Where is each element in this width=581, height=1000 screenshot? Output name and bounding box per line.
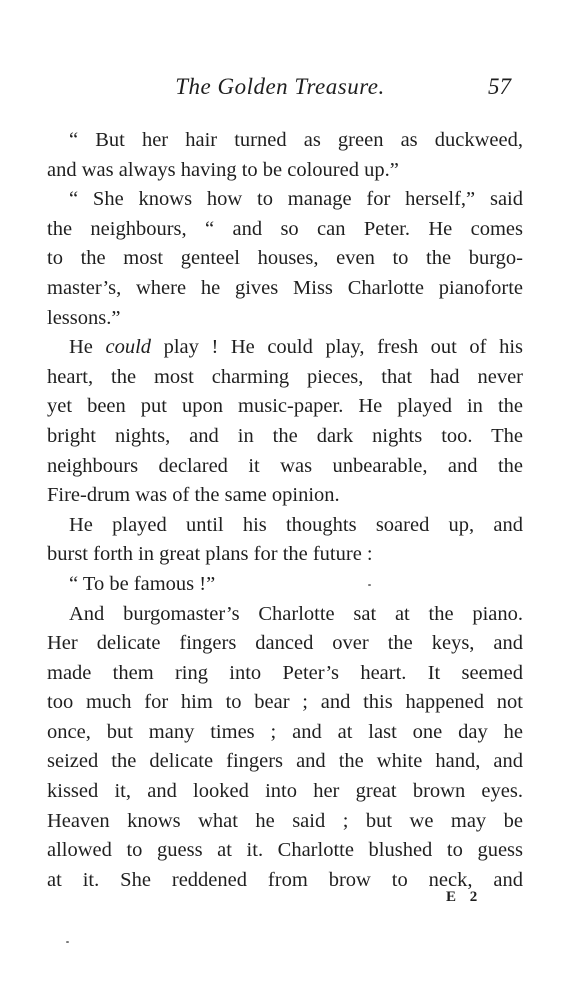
page-number: 57	[488, 74, 511, 99]
text-line: Heaven knows what he said ; but we may be	[47, 809, 523, 832]
text-line: master’s, where he gives Miss Charlotte pianoforte	[47, 276, 523, 299]
text-line: kissed it, and looked into her great brown eyes.	[47, 780, 523, 803]
text-line: neighbours declared it was unbearable, and the	[47, 454, 523, 477]
text-line: at it. She reddened from brow to neck, and	[47, 868, 523, 891]
text-line: to the most genteel houses, even to the burgo-	[47, 247, 523, 270]
text-line: Her delicate fingers danced over the keys, and	[47, 632, 523, 655]
text-line: too much for him to bear ; and this happened not	[47, 691, 523, 714]
text-line: once, but many times ; and at last one day he	[47, 720, 523, 743]
text-line: lessons.”	[47, 306, 121, 329]
text-line: yet been put upon music-paper. He played in the	[47, 395, 523, 418]
text-line: the neighbours, “ and so can Peter. He comes	[47, 217, 523, 240]
emphasis: could	[105, 336, 152, 359]
text-line: He could play ! He could play, fresh out of his	[69, 336, 523, 359]
text-line: and was always having to be coloured up.”	[47, 158, 399, 181]
text-line: “ She knows how to manage for herself,” said	[69, 188, 523, 211]
paper-speck	[66, 941, 69, 943]
text-line: “ But her hair turned as green as duckweed,	[69, 129, 523, 151]
text-line: Fire-drum was of the same opinion.	[47, 484, 340, 507]
running-title: The Golden Treasure.	[175, 74, 385, 99]
text-line: He played until his thoughts soared up, and	[69, 513, 523, 536]
text-line: seized the delicate fingers and the white hand, and	[47, 750, 523, 773]
text-line: “ To be famous !”	[69, 572, 216, 595]
body-text	[47, 126, 523, 895]
text-line: heart, the most charming pieces, that had never	[47, 365, 523, 388]
text-line: burst forth in great plans for the future :	[47, 543, 373, 566]
signature-mark: E 2	[446, 889, 483, 905]
text-line: allowed to guess at it. Charlotte blushed to guess	[47, 839, 523, 862]
text-line: And burgomaster’s Charlotte sat at the piano.	[69, 602, 523, 625]
text-line: bright nights, and in the dark nights too. The	[47, 424, 523, 447]
text-line: made them ring into Peter’s heart. It seemed	[47, 661, 523, 684]
paper-speck	[368, 584, 371, 586]
